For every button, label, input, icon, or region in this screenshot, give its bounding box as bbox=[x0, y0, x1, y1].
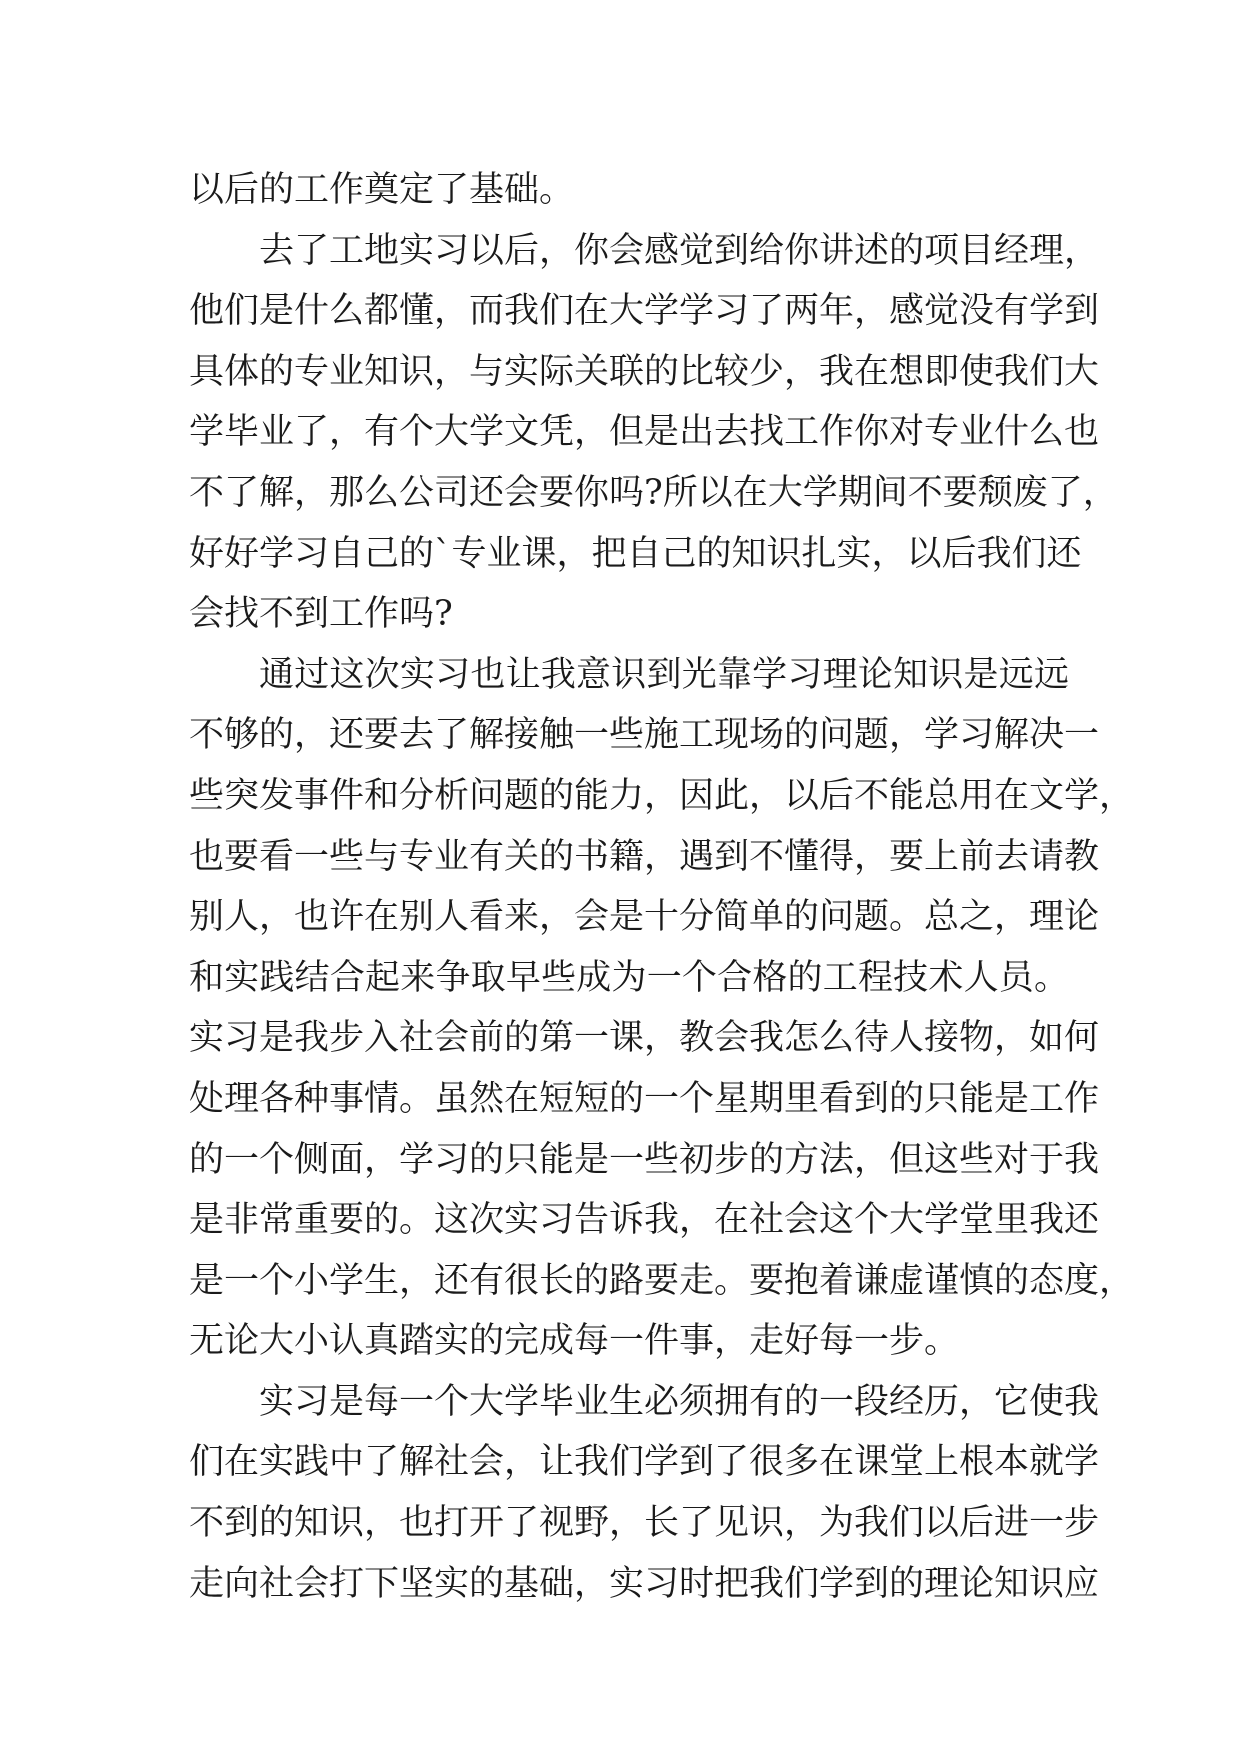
text-line: 具体的专业知识，与实际关联的比较少，我在想即使我们大 bbox=[189, 351, 1100, 392]
text-line: 们在实践中了解社会，让我们学到了很多在课堂上根本就学 bbox=[189, 1442, 1100, 1483]
text-line: 会找不到工作吗? bbox=[189, 594, 453, 635]
text-line: 通过这次实习也让我意识到光靠学习理论知识是远远 bbox=[259, 654, 1069, 695]
text-line: 不到的知识，也打开了视野，长了见识，为我们以后进一步 bbox=[189, 1503, 1100, 1544]
text-line: 是一个小学生，还有很长的路要走。要抱着谦虚谨慎的态度， bbox=[189, 1260, 1135, 1301]
text-line: 去了工地实习以后，你会感觉到给你讲述的项目经理， bbox=[259, 230, 1100, 271]
text-line: 实习是我步入社会前的第一课，教会我怎么待人接物，如何 bbox=[189, 1018, 1100, 1059]
text-line: 的一个侧面，学习的只能是一些初步的方法，但这些对于我 bbox=[189, 1139, 1100, 1180]
text-line: 实习是每一个大学毕业生必须拥有的一段经历，它使我 bbox=[259, 1381, 1100, 1422]
text-line: 些突发事件和分析问题的能力，因此，以后不能总用在文学， bbox=[189, 775, 1135, 816]
text-line: 不了解，那么公司还会要你吗?所以在大学期间不要颓废了， bbox=[189, 472, 1118, 513]
text-line: 不够的，还要去了解接触一些施工现场的问题，学习解决一 bbox=[189, 715, 1100, 756]
text-line: 是非常重要的。这次实习告诉我，在社会这个大学堂里我还 bbox=[189, 1200, 1100, 1241]
text-line: 走向社会打下坚实的基础，实习时把我们学到的理论知识应 bbox=[189, 1563, 1100, 1604]
text-line: 无论大小认真踏实的完成每一件事，走好每一步。 bbox=[189, 1321, 960, 1362]
text-line: 他们是什么都懂，而我们在大学学习了两年，感觉没有学到 bbox=[189, 291, 1100, 332]
text-line: 别人，也许在别人看来，会是十分简单的问题。总之，理论 bbox=[189, 897, 1100, 938]
text-line: 以后的工作奠定了基础。 bbox=[189, 170, 575, 210]
text-line: 和实践结合起来争取早些成为一个合格的工程技术人员。 bbox=[189, 957, 1069, 998]
text-line: 处理各种事情。虽然在短短的一个星期里看到的只能是工作 bbox=[189, 1078, 1100, 1119]
document-body bbox=[189, 160, 1135, 1614]
text-line: 也要看一些与专业有关的书籍，遇到不懂得，要上前去请教 bbox=[189, 836, 1100, 877]
text-line: 好好学习自己的`专业课，把自己的知识扎实，以后我们还 bbox=[189, 533, 1082, 574]
text-line: 学毕业了，有个大学文凭，但是出去找工作你对专业什么也 bbox=[189, 412, 1100, 453]
